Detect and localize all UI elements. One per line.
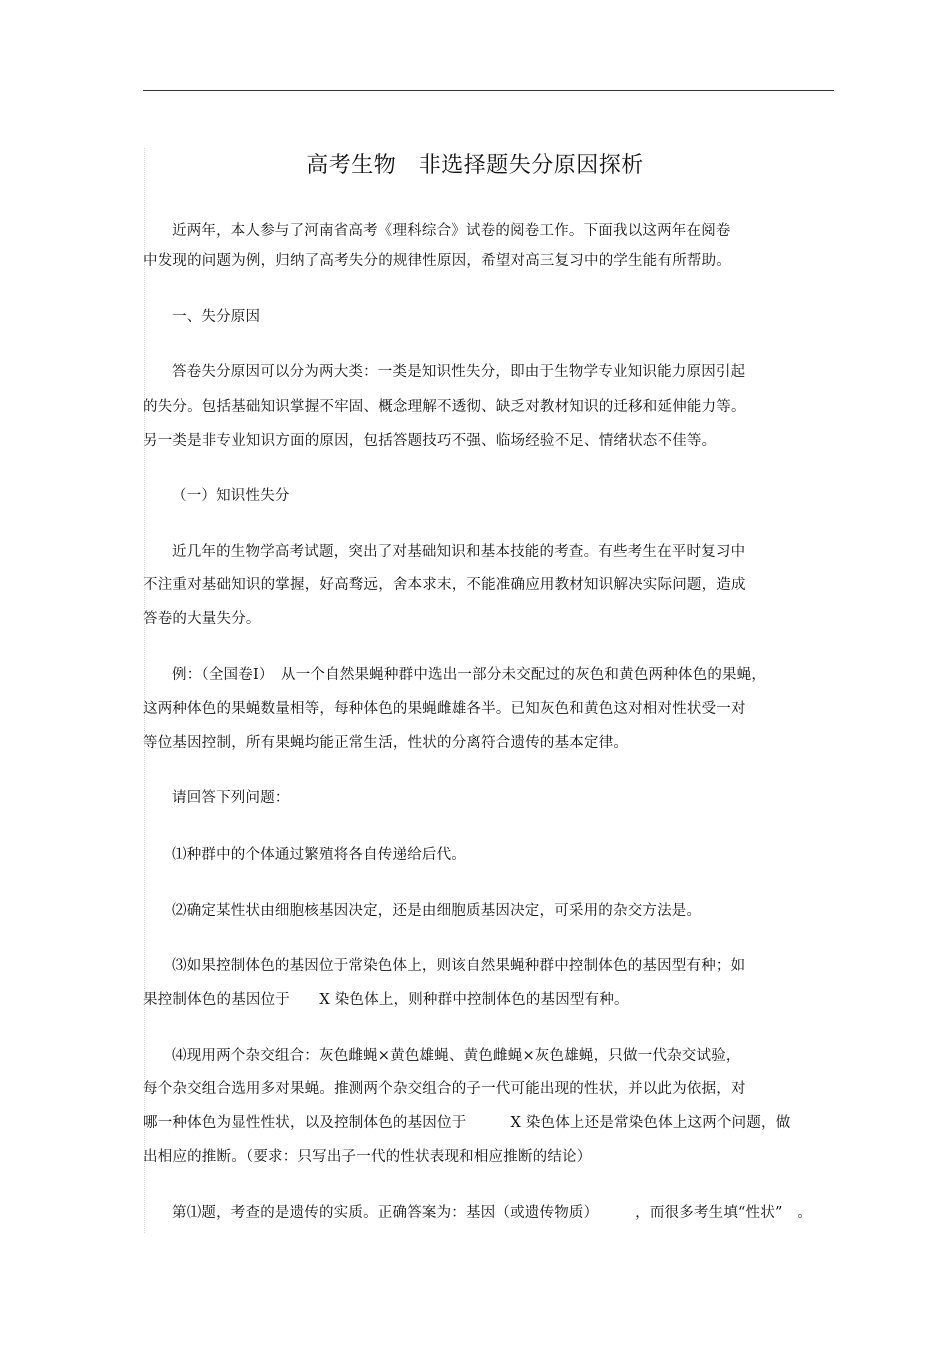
- question-line: 每个杂交组合选用多对果蝇。推测两个杂交组合的子一代可能出现的性状，并以此为依据，对: [143, 1081, 746, 1097]
- question-line: 果控制体色的基因位于 X 染色体上，则种群中控制体色的基因型有种。: [143, 992, 629, 1008]
- question-line: ⑵确定某性状由细胞核基因决定，还是由细胞质基因决定，可采用的杂交方法是。: [172, 903, 702, 919]
- document-title: 高考生物 非选择题失分原因探析: [306, 153, 644, 178]
- paragraph-line: 请回答下列问题：: [172, 790, 290, 806]
- question-line: ⑶如果控制体色的基因位于常染色体上，则该自然果蝇种群中控制体色的基因型有种；如: [172, 958, 746, 974]
- paragraph-line: 近几年的生物学高考试题，突出了对基础知识和基本技能的考查。有些考生在平时复习中: [172, 544, 746, 560]
- margin-guide: [144, 148, 145, 1233]
- question-line: ⑴种群中的个体通过繁殖将各自传递给后代。: [172, 847, 466, 863]
- paragraph-line: 的失分。包括基础知识掌握不牢固、概念理解不透彻、缺乏对教材知识的迁移和延伸能力等。: [143, 399, 746, 415]
- paragraph-line: 另一类是非专业知识方面的原因，包括答题技巧不强、临场经验不足、情绪状态不佳等。: [143, 433, 717, 449]
- paragraph-line: 第⑴题，考查的是遗传的实质。正确答案为：基因（或遗传物质） ，而很多考生填“性状” 。: [172, 1205, 813, 1221]
- paragraph-line: 答卷的大量失分。: [143, 611, 261, 627]
- question-line: 出相应的推断。（要求：只写出子一代的性状表现和相应推断的结论）: [143, 1149, 592, 1165]
- paragraph-line: 近两年，本人参与了河南省高考《理科综合》试卷的阅卷工作。下面我以这两年在阅卷: [172, 223, 731, 239]
- paragraph-line: 答卷失分原因可以分为两大类：一类是知识性失分，即由于生物学专业知识能力原因引起: [172, 364, 746, 380]
- paragraph-line: 中发现的问题为例，归纳了高考失分的规律性原因，希望对高三复习中的学生能有所帮助。: [143, 253, 731, 269]
- question-line: 哪一种体色为显性性状，以及控制体色的基因位于 X 染色体上还是常染色体上这两个问题，做: [143, 1115, 791, 1131]
- paragraph-line: 这两种体色的果蝇数量相等，每种体色的果蝇雌雄各半。已知灰色和黄色这对相对性状受一对: [143, 701, 746, 717]
- paragraph-line: 例：（全国卷Ⅰ） 从一个自然果蝇种群中选出一部分未交配过的灰色和黄色两种体色的果蝇，: [172, 667, 767, 683]
- paragraph-line: 等位基因控制，所有果蝇均能正常生活，性状的分离符合遗传的基本定律。: [143, 735, 629, 751]
- question-line: ⑷现用两个杂交组合：灰色雌蝇×黄色雄蝇、黄色雌蝇×灰色雄蝇，只做一代杂交试验，: [172, 1048, 741, 1064]
- subsection-heading: （一）知识性失分: [172, 488, 290, 504]
- header-rule: [143, 90, 834, 91]
- paragraph-line: 不注重对基础知识的掌握，好高骛远，舍本求末，不能准确应用教材知识解决实际问题，造成: [143, 577, 746, 593]
- section-heading: 一、失分原因: [172, 309, 261, 325]
